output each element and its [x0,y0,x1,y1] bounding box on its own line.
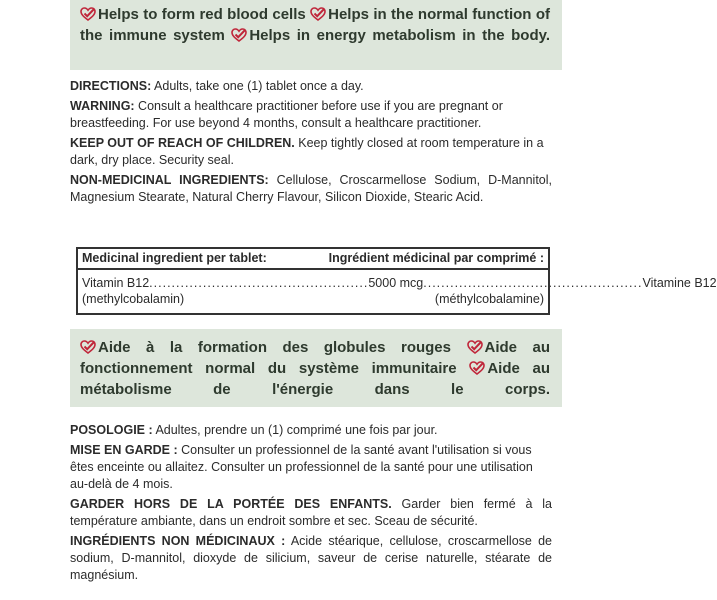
ingredient-dose: 5000 mcg [368,276,424,290]
medicinal-ingredient-table [76,247,717,315]
mise-en-garde-text: Consulter un professionnel de la santé avant l'utilisation si vous êtes enceinte ou allaitez. Consulter un professionnel de la santé pour une utilisation au-delà de 4 mois. [70,443,533,491]
directions [70,78,552,95]
directions-label: DIRECTIONS: [70,79,152,93]
posologie-label: POSOLOGIE : [70,423,153,437]
non-medicinaux-label: INGRÉDIENTS NON MÉDICINAUX : [70,534,286,548]
claims-panel-french [70,329,562,407]
table-header-french: Ingrédient médicinal par comprimé : [328,251,544,265]
french-instructions [70,422,552,587]
garder-hors-portee [70,496,552,530]
heart-check-icon [310,7,326,21]
keep-out-of-reach [70,135,552,169]
claims-line [80,337,550,400]
keep-out-text: Keep tightly closed at room temperature in a dark, dry place. Security seal. [70,136,544,167]
ingredient-form-english: (methylcobalamin) [82,292,185,306]
heart-check-icon [80,7,96,21]
warning [70,98,552,132]
leader-dots: ................................................. [423,276,643,290]
non-medicinal-text: Cellulose, Croscarmellose Sodium, D-Mannitol, Magnesium Stearate, Natural Cherry Flavour, Silicon Dioxide, Stearic Acid. [70,173,553,204]
posologie [70,422,552,439]
heart-check-icon [467,340,483,354]
claim-globules-rouges: Aide à la formation des globules rouges [98,339,451,356]
claim-metabolisme: Aide au métabolisme de l'énergie dans le corps. [80,360,551,398]
ingredient-form-french: (méthylcobalamine) [434,292,544,306]
keep-out-label: KEEP OUT OF REACH OF CHILDREN. [70,136,295,150]
mise-en-garde [70,442,552,493]
non-medicinal-label: NON-MEDICINAL INGREDIENTS: [70,173,269,187]
claim-energy-metabolism: Helps in energy metabolism in the body. [249,27,551,44]
table-header-english: Medicinal ingredient per tablet: [82,251,267,265]
english-instructions [70,78,552,209]
claim-red-blood-cells: Helps to form red blood cells [98,6,306,23]
ingredients-non-medicinaux [70,533,552,584]
heart-check-icon [231,28,247,42]
heart-check-icon [80,340,96,354]
warning-text: Consult a healthcare practitioner before use if you are pregnant or breastfeeding. For use beyond 4 months, consult a healthcare practitioner. [70,99,503,130]
table-row [78,291,548,307]
table-header [78,249,548,270]
ingredient-name-french: Vitamine B12 [642,276,717,290]
claim-immune-system: Helps in the normal function of the immune system [80,6,550,44]
heart-check-icon [469,361,485,375]
garder-label: GARDER HORS DE LA PORTÉE DES ENFANTS. [70,497,392,511]
mise-en-garde-label: MISE EN GARDE : [70,443,178,457]
non-medicinal-ingredients [70,172,552,206]
claims-panel-english [70,0,562,70]
ingredient-name-english: Vitamin B12 [82,276,150,290]
leader-dots: ................................................. [149,276,369,290]
non-medicinaux-text: Acide stéarique, cellulose, croscarmellose de sodium, D-mannitol, dioxyde de silicium, saveur de cerise naturelle, stéarate de magnésium. [70,534,553,582]
claims-line [80,4,550,46]
warning-label: WARNING: [70,99,135,113]
table-row [78,270,717,291]
claim-systeme-immunitaire: Aide au fonctionnement normal du système immunitaire [80,339,550,377]
garder-text: Garder bien fermé à la température ambiante, dans un endroit sombre et sec. Sceau de sécurité. [70,497,552,528]
posologie-text: Adultes, prendre un (1) comprimé une fois par jour. [152,423,438,437]
directions-text: Adults, take one (1) tablet once a day. [151,79,364,93]
